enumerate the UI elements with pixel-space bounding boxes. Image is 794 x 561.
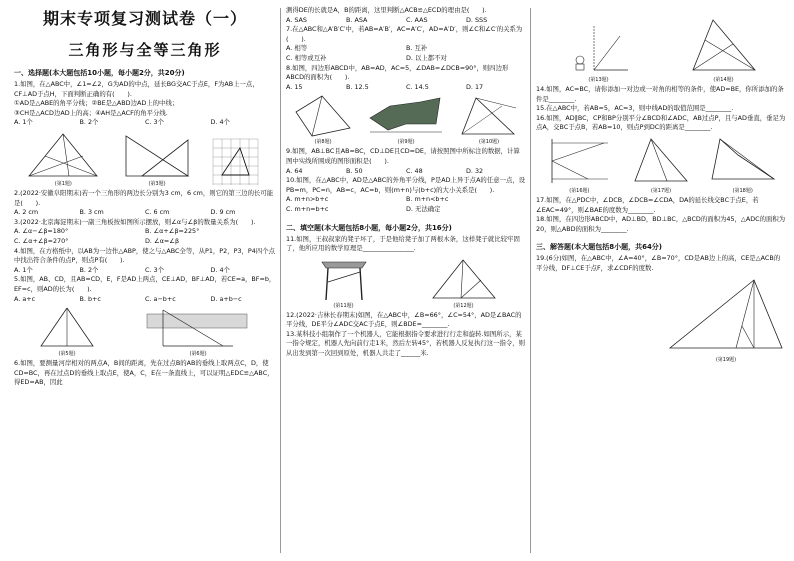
option: D. 9 cm — [210, 208, 236, 217]
shaded-area-figure — [366, 94, 446, 138]
question-7-options — [286, 44, 526, 63]
figure-4 — [211, 137, 267, 187]
option: C. 48 — [406, 166, 423, 175]
option: A. 64 — [286, 166, 303, 175]
figure-10 — [458, 94, 520, 145]
question-8-options — [286, 83, 526, 93]
question-12: 12.(2022·吉林长春期末)如图，在△ABC中，∠B=66°，∠C=54°，AD是∠BAC的平分线，DE平分∠ADC交AC于点E，则∠BDE=________. — [286, 310, 522, 329]
option: A. 2 cm — [14, 208, 39, 217]
option: B. 2个 — [79, 118, 99, 127]
question-6-continued: 测得DE的长就是A，B的距离，这里判断△ACB≌△ECD的理由是( ). — [286, 6, 487, 14]
option: D. 4个 — [210, 118, 230, 127]
option: B. 12.5 — [346, 82, 369, 91]
option: C. AAS — [406, 15, 428, 24]
option: B. 50 — [346, 166, 363, 175]
column-divider — [530, 8, 531, 553]
figure-13 — [564, 16, 634, 83]
grid-figure — [211, 137, 267, 187]
triangle-figure — [23, 130, 103, 180]
figure-caption: (第9题) — [397, 139, 415, 146]
figure-caption: (第3题) — [148, 180, 166, 187]
figure-caption: (第16题) — [569, 187, 590, 194]
option: C. 14.5 — [406, 82, 429, 91]
question-17: 17.如图，在△PDC中，∠DCB，∠DCB=∠CDA，DA的延长线交BC于点E，若∠EAC=49°，则∠BAE的度数为________. — [536, 195, 759, 214]
question-8: 8.如图，四边形ABCD中，AB=AD，AC=5，∠DAB=∠DCB=90°，则四边形ABCD的面积为( ). — [286, 63, 509, 82]
option: D. SSS — [466, 15, 488, 24]
question-10: 10.如图，在△ABC中，AD是△ABC的外角平分线，P是AD上异于点A的任意一点，设PB=m，PC=n，AB=c，AC=b，则(m+n)与(b+c)的大小关系是( ). — [286, 176, 526, 194]
triangle-altitude-figure — [666, 276, 786, 356]
section-heading: 一、选择题(本大题包括10小题，每小题2分，共20分) — [14, 69, 185, 77]
option: D. 以上都不对 — [406, 53, 447, 62]
option: B. ∠α+∠β=225° — [145, 227, 200, 236]
figure-caption: (第1题) — [54, 180, 72, 187]
question-3-options — [14, 227, 276, 246]
parallel-lines-figure — [544, 135, 614, 187]
figure-17 — [631, 135, 691, 194]
figure-14 — [689, 16, 759, 83]
question-4-options — [14, 266, 276, 276]
option: C. 相等或互补 — [286, 53, 327, 62]
option: D. ∠α=∠β — [145, 236, 180, 245]
option: D. 4个 — [210, 265, 230, 274]
figure-caption: (第5题) — [58, 351, 76, 358]
figure-row — [14, 130, 276, 187]
column-1 — [14, 0, 276, 561]
figure-caption: (第13题) — [588, 77, 609, 83]
option: D. 无法确定 — [406, 204, 441, 213]
figure-caption: (第12题) — [453, 302, 474, 309]
figure-3 — [122, 130, 192, 187]
triangle-figure — [631, 135, 691, 187]
question-2: 2.(2022·安徽阜阳期末)若一个三角形的两边长分别为3 cm，6 cm，则它的第三边的长可能是( ). — [14, 188, 274, 207]
figure-caption: (第11题) — [333, 302, 354, 309]
figure-11 — [314, 256, 374, 309]
figure-6 — [143, 306, 253, 357]
option: A. SAS — [286, 15, 307, 24]
question-14: 14.如图，AC=BC，请你添加一对边或一对角的相等的条件，使AD=BE，你所添加的条件是________. — [536, 85, 784, 103]
question-15: 15.在△ABC中，若AB=5，AC=3，则中线AD的取值范围是________. — [536, 104, 734, 113]
figure-row — [286, 256, 526, 309]
option: D. a+b−c — [210, 294, 242, 303]
option: B. m+n<b+c — [406, 195, 449, 204]
option: D. 17 — [466, 82, 484, 91]
option: C. 3个 — [145, 265, 164, 274]
page-title: 期末专项复习测试卷（一） — [42, 9, 247, 28]
figure-caption: (第14题) — [713, 77, 734, 83]
option: C. ∠α+∠β=270° — [14, 236, 69, 245]
option: A. ∠α−∠β=180° — [14, 227, 69, 236]
option: D. 32 — [466, 166, 484, 175]
figure-caption: (第18题) — [732, 187, 753, 194]
option: A. 1个 — [14, 265, 33, 274]
set-square-figure — [122, 130, 192, 180]
section-heading: 二、填空题(本大题包括8小题，每小题2分，共16分) — [286, 223, 452, 232]
question-6-options — [286, 16, 526, 26]
question-9-options — [286, 167, 526, 177]
question-1-options — [14, 118, 276, 128]
column-divider — [280, 8, 281, 553]
column-2 — [286, 0, 526, 561]
figure-16 — [544, 135, 614, 194]
option: C. 3个 — [145, 118, 164, 127]
figure-1 — [23, 130, 103, 187]
option: C. m+n=b+c — [286, 204, 329, 213]
congruent-triangles-figure — [689, 16, 759, 76]
question-7: 7.在△ABC和△A′B′C′中，若AB=A′B′，AC=A′C′，AD=A′D′，则∠C和∠C′的关系为( ). — [286, 25, 523, 43]
section-heading: 三、解答题(本大题包括8小题，共64分) — [536, 243, 663, 252]
question-6: 6.如图，要测量河岸相对的两点A，B间的距离，先在过点B的AB的垂线上取两点C，D，使CD=BC，再在过点D的垂线上取点E，使A，C，E在一条直线上，可以证明△EDC≌△ABC，得ED=AB，因此 — [14, 359, 274, 387]
figure-18 — [708, 135, 778, 194]
stool-figure — [314, 256, 374, 302]
figure-5 — [37, 306, 97, 357]
river-figure — [143, 306, 253, 350]
angle-bisector-figure — [429, 256, 499, 302]
question-11: 11.如图，王叔叔家的凳子坏了，于是他给凳子加了两根木条，这样凳子就比较牢固了，他所应用的数学原理是________________. — [286, 234, 520, 253]
option: A. 相等 — [286, 44, 308, 53]
figure-12 — [429, 256, 499, 309]
option: A. 1个 — [14, 118, 33, 127]
question-5-options — [14, 295, 276, 305]
question-9: 9.如图，AB⊥BC且AB=BC，CD⊥DE且CD=DE，请按照图中所标注的数据，计算图中实线所围成的图形面积是( ). — [286, 147, 520, 165]
question-18: 18.如图，在四边形ABCD中，AD⊥BD，BD⊥BC，△BCD的面积为45，△ADC的面积为20，则△ABD的面积为________. — [536, 215, 786, 233]
option: C. 6 cm — [145, 208, 170, 217]
figure-19 — [666, 276, 786, 363]
quadrilateral-figure — [708, 135, 778, 187]
option: B. 2个 — [79, 265, 99, 274]
figure-8 — [292, 94, 354, 145]
external-bisector-figure — [458, 94, 520, 138]
question-4: 4.如图，在方格纸中，以AB为一边作△ABP，使之与△ABC全等，从P1，P2，P3，P4四个点中找出符合条件的点P，则点P有( ). — [14, 246, 276, 265]
figure-caption: (第19题) — [715, 356, 737, 363]
question-2-options — [14, 208, 276, 218]
robot-path-figure — [564, 16, 634, 76]
question-10-options — [286, 195, 526, 214]
question-16: 16.如图，AD∥BC，CP和BP分别平分∠BCD和∠ADC，AB过点P，且与AD垂直，垂足为点A，交BC于点B，若AB=10，则点P到DC的距离是________. — [536, 113, 786, 132]
option: A. m+n>b+c — [286, 195, 329, 204]
option: B. 3 cm — [79, 208, 104, 217]
option: C. a−b+c — [145, 294, 176, 303]
option: A. a+c — [14, 294, 36, 303]
figure-caption: (第17题) — [650, 187, 672, 194]
figure-row — [286, 94, 526, 145]
figure-row — [536, 135, 786, 194]
question-13: 13.某科技小组制作了一个机器人，它能根据指令要求进行行走和旋转.如图所示，某一指令规定，机器人先向前行走1米，然后左转45°，若机器人反复执行这一指令，则从出发到第一次回到原处，机器人共走了______米. — [286, 329, 526, 358]
option: B. 互补 — [406, 44, 428, 53]
page-subtitle: 三角形与全等三角形 — [68, 41, 222, 59]
question-1: 1.如图，在△ABC中，∠1=∠2，G为AD的中点，延长BG交AC于点E，F为AB上一点，CF⊥AD于点H，下面判断正确的有( ). ①AD是△ABE的角平分线；②BE是△ABD边AD上的中线； ③CH是△ACD边AD上的高；④AH是△ACF的角平分线. — [14, 80, 259, 117]
figure-caption: (第10题) — [478, 139, 500, 146]
figure-caption: (第8题) — [314, 139, 332, 146]
figure-9 — [366, 94, 446, 145]
option: A. 15 — [286, 82, 303, 91]
question-5: 5.如图，AB、CD，且AB=CD，E，F是AD上两点，CE⊥AD，BF⊥AD，若CE=a，BF=b，EF=c，则AD的长为( ). — [14, 275, 276, 293]
figure-row — [14, 306, 276, 357]
kite-figure — [292, 94, 354, 138]
question-19: 19.(6分)如图，在△ABC中，∠A=40°，∠B=70°，CD是AB边上的高，CE是△ACB的平分线，DF⊥CE于点F，求∠CDF的度数. — [536, 254, 781, 272]
quadrilateral-figure — [37, 306, 97, 350]
option: B. ASA — [346, 15, 368, 24]
question-3: 3.(2022·北京海淀期末)一副三角板按如图所示摆放，则∠α与∠β的数量关系为( ). — [14, 217, 256, 226]
option: B. b+c — [79, 294, 101, 303]
figure-caption: (第6题) — [189, 351, 207, 358]
figure-row — [536, 276, 786, 363]
figure-row — [536, 16, 786, 83]
column-3 — [536, 0, 786, 561]
